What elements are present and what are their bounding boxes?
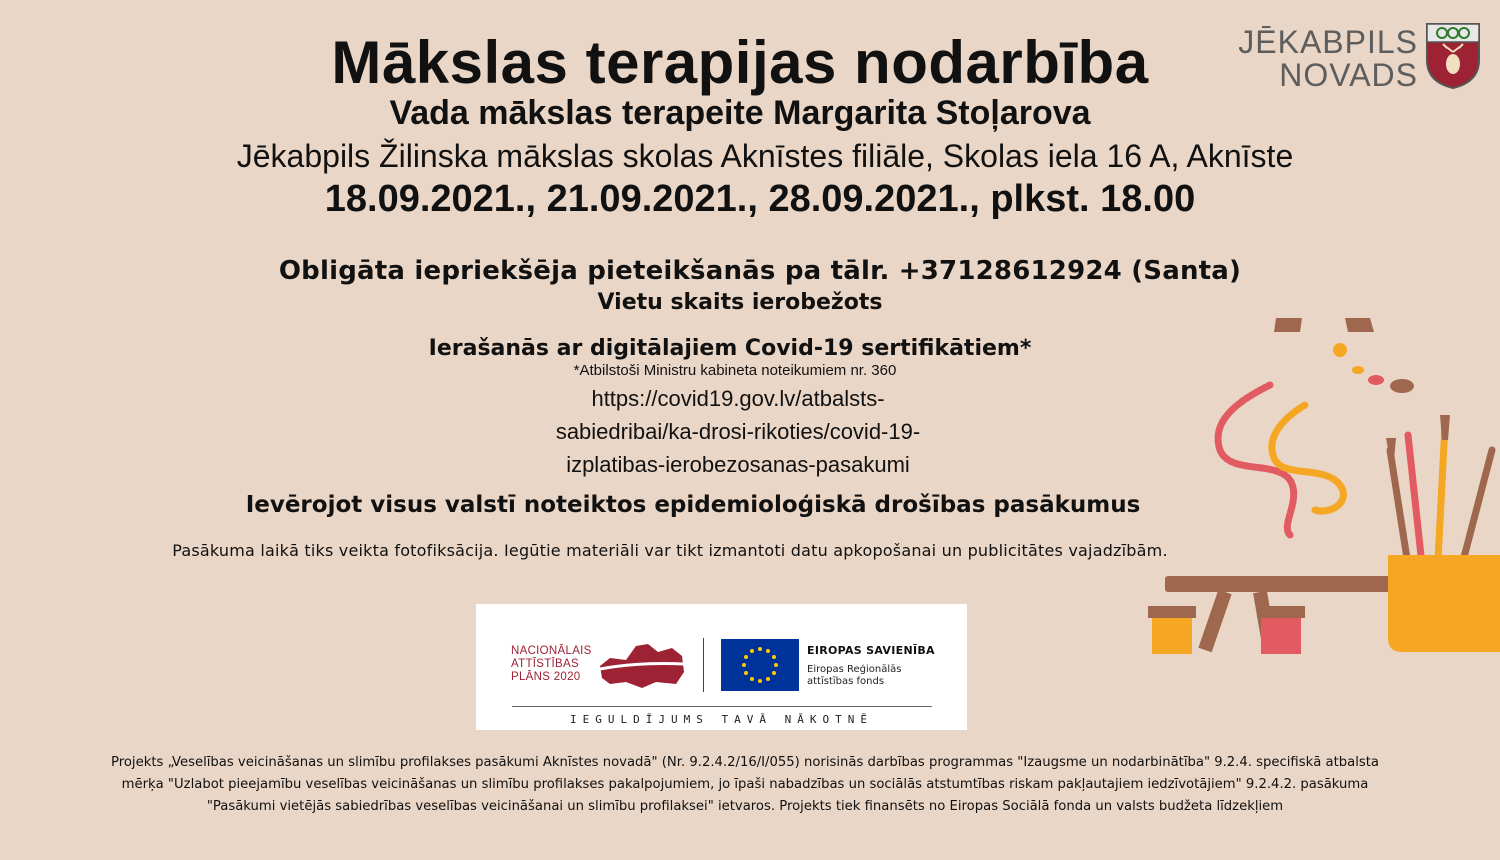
nap-line-3: PLĀNS 2020 bbox=[511, 671, 581, 683]
paint-dot bbox=[1390, 379, 1414, 393]
logo-separator-line bbox=[512, 706, 932, 707]
photo-notice: Pasākuma laikā tiks veikta fotofiksācija. Iegūtie materiāli var tikt izmantoti datu apkopošanai un publicitātes vajadzībām. bbox=[172, 541, 1168, 560]
latvia-map-icon bbox=[596, 638, 688, 690]
footer-line-2: mērķa "Uzlabot pieejamību veselības veicināšanas un slimību profilakses pakalpojumiem, jo īpaši nabadzības un sociālās atstumtības riskam pakļautajiem iedzīvotājiem" 9.2.4.2. pasākuma bbox=[121, 777, 1369, 792]
url-line-3[interactable]: izplatibas-ierobezosanas-pasakumi bbox=[566, 452, 910, 477]
red-paint-swirl bbox=[1218, 385, 1294, 535]
brand-line-2: NOVADS bbox=[1279, 57, 1418, 93]
page-title: Mākslas terapijas nodarbība bbox=[331, 29, 1149, 96]
eu-sub-line-1: Eiropas Reģionālās bbox=[807, 664, 902, 675]
brush bbox=[1408, 435, 1422, 565]
national-plan-logo-text bbox=[511, 645, 592, 684]
nap-line-2: ATTĪSTĪBAS bbox=[511, 658, 579, 670]
yellow-paint-swirl bbox=[1272, 405, 1344, 511]
safety-measures-note: Ievērojot visus valstī noteiktos epidemioloģiskā drošības pasākumus bbox=[245, 492, 1141, 518]
art-supplies-illustration bbox=[1140, 310, 1500, 660]
paint-dot bbox=[1333, 343, 1347, 357]
event-dates: 18.09.2021., 21.09.2021., 28.09.2021., plkst. 18.00 bbox=[324, 178, 1196, 220]
footer-line-3: "Pasākumi vietējās sabiedrības veselības veicināšanai un slimību profilaksei" ietvaros. Projekts tiek finansēts no Eiropas Sociālā fonda un valsts budžeta līdzekļiem bbox=[206, 799, 1284, 814]
easel-top-right bbox=[1345, 318, 1374, 332]
eu-title: EIROPAS SAVIENĪBA bbox=[807, 644, 935, 657]
paint-dot bbox=[1352, 366, 1364, 374]
nap-line-1: NACIONĀLAIS bbox=[511, 645, 592, 657]
funding-logos bbox=[476, 604, 967, 730]
covid-certificate-note: Ierašanās ar digitālajiem Covid-19 sertifikātiem* bbox=[428, 336, 1032, 361]
regulation-footnote: *Atbilstoši Ministru kabineta noteikumiem nr. 360 bbox=[573, 362, 897, 379]
table-leg bbox=[1205, 592, 1225, 650]
eu-sub-line-2: attīstības fonds bbox=[807, 676, 885, 687]
eu-fund-name bbox=[807, 664, 901, 688]
jar-lid bbox=[1257, 606, 1305, 618]
coat-of-arms-icon bbox=[1425, 22, 1481, 90]
brush bbox=[1462, 450, 1492, 565]
brand-logo-text bbox=[1238, 26, 1418, 92]
footer-line-1: Projekts „Veselības veicināšanas un slimību profilakses pasākumi Aknīstes novadā" (Nr. 9.2.4.2/16/I/055) norisinās darbības programmas "Izaugsme un nodarbinātība" 9.2.4. specifiskā atbalsta bbox=[111, 755, 1379, 770]
easel-top-left bbox=[1274, 318, 1302, 332]
page-subtitle: Vada mākslas terapeite Margarita Stoļarova bbox=[389, 94, 1091, 132]
url-line-1[interactable]: https://covid19.gov.lv/atbalsts- bbox=[591, 386, 885, 411]
paint-dot bbox=[1368, 375, 1384, 385]
brush-mug bbox=[1388, 555, 1500, 652]
logo-divider bbox=[703, 638, 704, 692]
brush bbox=[1438, 425, 1445, 560]
eu-flag-icon bbox=[721, 639, 799, 691]
table-top bbox=[1165, 576, 1395, 592]
event-location: Jēkabpils Žilinska mākslas skolas Aknīstes filiāle, Skolas iela 16 A, Aknīste bbox=[236, 138, 1294, 174]
brand-line-1: JĒKABPILS bbox=[1238, 24, 1418, 60]
seats-limited: Vietu skaits ierobežots bbox=[597, 290, 883, 315]
url-line-2[interactable]: sabiedribai/ka-drosi-rikoties/covid-19- bbox=[555, 419, 921, 444]
funding-tagline: IEGULDĪJUMS TAVĀ NĀKOTNĒ bbox=[570, 713, 873, 726]
brush bbox=[1390, 450, 1408, 565]
project-footer bbox=[40, 752, 1450, 818]
red-paint-jar bbox=[1261, 618, 1301, 654]
yellow-paint-jar bbox=[1152, 618, 1192, 654]
jar-lid bbox=[1148, 606, 1196, 618]
registration-info: Obligāta iepriekšēja pieteikšanās pa tālr. +37128612924 (Santa) bbox=[278, 256, 1242, 286]
